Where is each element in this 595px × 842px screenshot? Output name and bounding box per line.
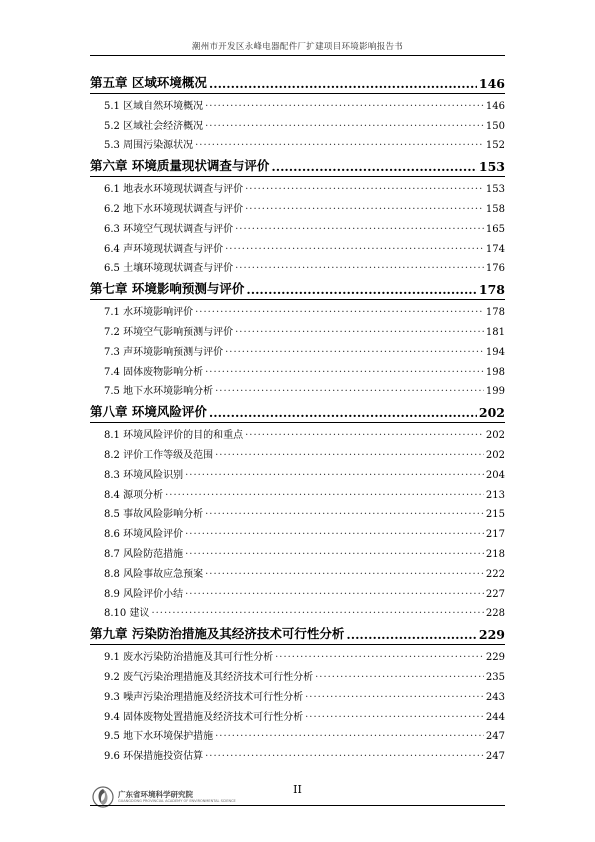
table-of-contents: [90, 70, 505, 764]
toc-entry-label: 9.4 固体废物处置措施及经济技术可行性分析: [104, 711, 304, 723]
dot-leader: [346, 627, 477, 642]
toc-entry-page-number: 228: [485, 608, 505, 620]
toc-section-row[interactable]: [90, 744, 505, 764]
toc-entry-label: 9.1 废水污染防治措施及其可行性分析: [104, 652, 274, 664]
toc-section-row[interactable]: [90, 114, 505, 134]
toc-section-row[interactable]: [90, 483, 505, 503]
toc-entry-page-number: 146: [478, 76, 505, 91]
toc-entry-page-number: 204: [485, 469, 505, 481]
dot-leader: [195, 140, 484, 151]
toc-entry-label: 6.4 声环境现状调查与评价: [104, 243, 224, 255]
toc-entry-page-number: 217: [485, 529, 505, 541]
toc-entry-page-number: 218: [485, 548, 505, 560]
toc-section-row[interactable]: [90, 134, 505, 154]
toc-entry-page-number: 202: [478, 405, 505, 421]
toc-section-row[interactable]: [90, 725, 505, 745]
dot-leader: [225, 244, 484, 255]
toc-chapter-row[interactable]: [90, 276, 505, 300]
dot-leader: [205, 367, 484, 378]
dot-leader: [215, 450, 484, 461]
toc-entry-label: 7.2 环境空气影响预测与评价: [104, 326, 234, 338]
toc-entry-page-number: 213: [485, 489, 505, 501]
toc-entry-page-number: 153: [478, 159, 505, 175]
toc-entry-label: 8.3 环境风险识别: [104, 469, 184, 481]
dot-leader: [165, 490, 484, 501]
logo-subtitle: GUANGDONG PROVINCIAL ACADEMY OF ENVIRONMENTAL SCIENCE: [118, 799, 236, 803]
toc-section-row[interactable]: [90, 94, 505, 114]
dot-leader: [245, 204, 484, 215]
footer-rule: [90, 805, 505, 806]
toc-entry-label: 5.2 区域社会经济概况: [104, 120, 204, 132]
toc-section-row[interactable]: [90, 503, 505, 523]
toc-entry-label: 第七章 环境影响预测与评价: [90, 281, 245, 297]
dot-leader: [305, 712, 484, 723]
toc-section-row[interactable]: [90, 177, 505, 197]
toc-entry-page-number: 181: [485, 326, 505, 338]
toc-entry-page-number: 176: [485, 263, 505, 275]
toc-entry-label: 9.5 地下水环境保护措施: [104, 731, 214, 743]
toc-entry-page-number: 150: [485, 120, 505, 132]
dot-leader: [185, 549, 484, 560]
toc-entry-page-number: 174: [485, 243, 505, 255]
toc-entry-label: 8.7 风险防范措施: [104, 548, 184, 560]
dot-leader: [205, 509, 484, 520]
dot-leader: [225, 347, 484, 358]
toc-entry-label: 9.6 环保措施投资估算: [104, 751, 204, 763]
dot-leader: [215, 386, 484, 397]
toc-section-row[interactable]: [90, 340, 505, 360]
toc-entry-page-number: 152: [485, 140, 505, 152]
toc-section-row[interactable]: [90, 443, 505, 463]
toc-section-row[interactable]: [90, 423, 505, 443]
toc-section-row[interactable]: [90, 665, 505, 685]
dot-leader: [209, 76, 477, 91]
toc-entry-page-number: 247: [485, 751, 505, 763]
toc-entry-label: 第九章 污染防治措施及其经济技术可行性分析: [90, 626, 345, 642]
dot-leader: [205, 569, 484, 580]
toc-entry-label: 5.1 区域自然环境概况: [104, 100, 204, 112]
toc-entry-page-number: 244: [485, 711, 505, 723]
toc-chapter-row[interactable]: [90, 399, 505, 423]
dot-leader: [151, 608, 483, 619]
dot-leader: [245, 430, 484, 441]
dot-leader: [215, 731, 484, 742]
toc-section-row[interactable]: [90, 685, 505, 705]
toc-section-row[interactable]: [90, 380, 505, 400]
running-header: 潮州市开发区永峰电器配件厂扩建项目环境影响报告书: [191, 42, 404, 52]
dot-leader: [209, 405, 477, 420]
toc-entry-label: 8.2 评价工作等级及范围: [104, 449, 214, 461]
toc-entry-label: 8.4 源项分析: [104, 489, 164, 501]
toc-entry-page-number: 243: [485, 691, 505, 703]
toc-section-row[interactable]: [90, 257, 505, 277]
toc-entry-label: 8.5 事故风险影响分析: [104, 509, 204, 521]
toc-entry-label: 7.4 固体废物影响分析: [104, 366, 204, 378]
toc-entry-label: 6.2 地下水环境现状调查与评价: [104, 203, 244, 215]
toc-entry-page-number: 165: [485, 223, 505, 235]
dot-leader: [235, 224, 484, 235]
dot-leader: [271, 159, 477, 174]
dot-leader: [205, 751, 484, 762]
dot-leader: [185, 529, 484, 540]
toc-entry-label: 8.6 环境风险评价: [104, 529, 184, 541]
toc-section-row[interactable]: [90, 522, 505, 542]
toc-entry-label: 8.1 环境风险评价的目的和重点: [104, 430, 244, 442]
toc-entry-label: 8.8 风险事故应急预案: [104, 568, 204, 580]
toc-entry-label: 7.5 地下水环境影响分析: [104, 386, 214, 398]
page-number: II: [293, 783, 302, 796]
toc-entry-label: 6.3 环境空气现状调查与评价: [104, 223, 234, 235]
toc-entry-page-number: 146: [485, 100, 505, 112]
toc-entry-page-number: 158: [485, 203, 505, 215]
dot-leader: [185, 589, 484, 600]
toc-section-row[interactable]: [90, 237, 505, 257]
dot-leader: [195, 307, 484, 318]
toc-entry-page-number: 153: [485, 184, 505, 196]
toc-chapter-row[interactable]: [90, 70, 505, 94]
toc-entry-page-number: 229: [478, 627, 505, 643]
toc-chapter-row[interactable]: [90, 621, 505, 645]
header-rule: [90, 55, 505, 56]
toc-section-row[interactable]: [90, 320, 505, 340]
toc-entry-page-number: 198: [485, 366, 505, 378]
toc-section-row[interactable]: [90, 463, 505, 483]
toc-entry-page-number: 227: [485, 588, 505, 600]
toc-section-row[interactable]: [90, 602, 505, 622]
toc-entry-page-number: 235: [485, 671, 505, 683]
toc-entry-label: 9.3 噪声污染治理措施及经济技术可行性分析: [104, 691, 304, 703]
toc-section-row[interactable]: [90, 360, 505, 380]
toc-entry-page-number: 202: [485, 430, 505, 442]
dot-leader: [275, 652, 484, 663]
toc-entry-label: 8.9 风险评价小结: [104, 588, 184, 600]
dot-leader: [245, 184, 484, 195]
toc-section-row[interactable]: [90, 562, 505, 582]
toc-entry-label: 6.1 地表水环境现状调查与评价: [104, 184, 244, 196]
dot-leader: [185, 470, 484, 481]
dot-leader: [205, 121, 484, 132]
logo-name: 广东省环境科学研究院: [118, 789, 193, 799]
toc-section-row[interactable]: [90, 705, 505, 725]
toc-chapter-row[interactable]: [90, 153, 505, 177]
toc-entry-page-number: 199: [485, 386, 505, 398]
toc-entry-page-number: 202: [485, 449, 505, 461]
toc-entry-label: 6.5 土壤环境现状调查与评价: [104, 263, 234, 275]
toc-entry-label: 9.2 废气污染治理措施及其经济技术可行性分析: [104, 671, 314, 683]
toc-entry-page-number: 229: [485, 652, 505, 664]
toc-entry-page-number: 215: [485, 509, 505, 521]
toc-section-row[interactable]: [90, 300, 505, 320]
toc-entry-label: 7.3 声环境影响预测与评价: [104, 346, 224, 358]
toc-section-row[interactable]: [90, 645, 505, 665]
toc-entry-label: 第五章 区域环境概况: [90, 75, 207, 90]
toc-entry-page-number: 194: [485, 346, 505, 358]
dot-leader: [235, 263, 484, 274]
toc-entry-page-number: 178: [485, 307, 505, 319]
toc-entry-page-number: 178: [478, 282, 505, 298]
toc-entry-label: 5.3 周围污染源状况: [104, 140, 194, 152]
toc-entry-page-number: 247: [485, 731, 505, 743]
dot-leader: [235, 327, 484, 338]
toc-entry-label: 7.1 水环境影响评价: [104, 307, 194, 319]
toc-entry-page-number: 222: [485, 568, 505, 580]
toc-section-row[interactable]: [90, 582, 505, 602]
toc-entry-label: 8.10 建议: [104, 608, 150, 620]
toc-section-row[interactable]: [90, 197, 505, 217]
dot-leader: [315, 672, 484, 683]
toc-section-row[interactable]: [90, 217, 505, 237]
dot-leader: [246, 282, 477, 297]
toc-entry-label: 第八章 环境风险评价: [90, 404, 207, 420]
dot-leader: [305, 692, 484, 703]
toc-section-row[interactable]: [90, 542, 505, 562]
dot-leader: [205, 101, 484, 112]
toc-entry-label: 第六章 环境质量现状调查与评价: [90, 158, 270, 174]
